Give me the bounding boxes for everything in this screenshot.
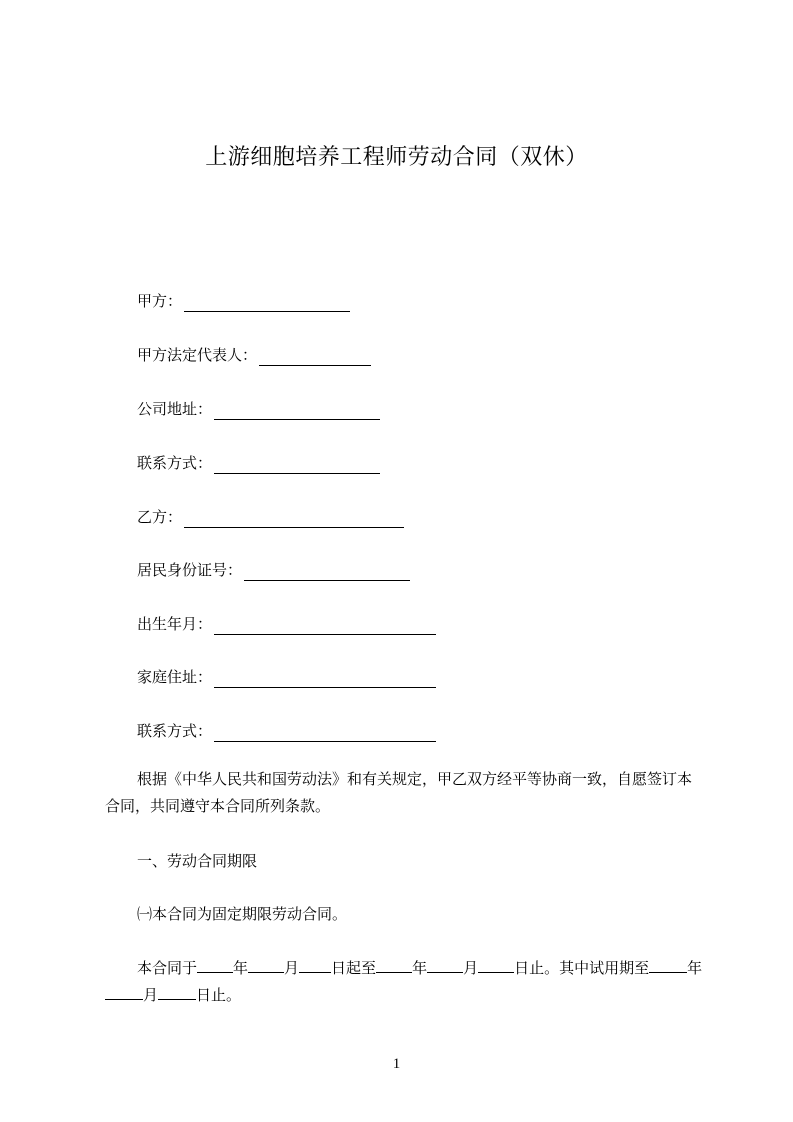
field-home-address <box>137 666 436 688</box>
fill-blank[interactable] <box>214 618 436 635</box>
field-contact-a <box>137 452 380 474</box>
fill-blank[interactable] <box>184 511 404 528</box>
field-label: 公司地址： <box>137 400 213 418</box>
section-item: ㈠本合同为固定期限劳动合同。 <box>137 905 348 923</box>
fill-blank[interactable] <box>158 984 196 1000</box>
year-label: 年 <box>412 959 428 977</box>
fill-blank[interactable] <box>214 403 380 420</box>
fill-blank[interactable] <box>259 349 371 366</box>
field-label: 甲方： <box>137 292 183 310</box>
field-party-a <box>137 290 350 312</box>
fill-blank[interactable] <box>478 957 514 973</box>
field-label: 乙方： <box>137 508 183 526</box>
day-from-label: 日起至 <box>331 959 377 977</box>
year-label: 年 <box>233 959 249 977</box>
month-label: 月 <box>143 986 159 1004</box>
year-label: 年 <box>687 959 703 977</box>
contract-term-paragraph <box>105 955 705 1009</box>
fill-blank[interactable] <box>376 957 412 973</box>
page-number: 1 <box>392 1056 401 1072</box>
field-contact-b <box>137 720 436 742</box>
field-birth-date <box>137 613 436 635</box>
term-text: 本合同于 <box>137 959 198 977</box>
field-id-number <box>137 559 410 581</box>
intro-paragraph <box>105 766 705 820</box>
field-label: 联系方式： <box>137 722 213 740</box>
fill-blank[interactable] <box>244 564 410 581</box>
field-legal-representative <box>137 344 371 366</box>
field-label: 出生年月： <box>137 615 213 633</box>
day-end-label: 日止。其中试用期至 <box>514 959 650 977</box>
fill-blank[interactable] <box>299 957 331 973</box>
fill-blank[interactable] <box>214 725 436 742</box>
fill-blank[interactable] <box>649 957 687 973</box>
fill-blank[interactable] <box>427 957 463 973</box>
fill-blank[interactable] <box>214 457 380 474</box>
page-title: 上游细胞培养工程师劳动合同（双休） <box>205 145 588 170</box>
section-heading: 一、劳动合同期限 <box>137 852 258 870</box>
fill-blank[interactable] <box>248 957 284 973</box>
intro-text: 根据《中华人民共和国劳动法》和有关规定，甲乙双方经平等协商一致，自愿签订本合同，共同遵守本合同所列条款。 <box>105 770 693 815</box>
field-label: 甲方法定代表人： <box>137 346 258 364</box>
fill-blank[interactable] <box>214 671 436 688</box>
month-label: 月 <box>284 959 300 977</box>
fill-blank[interactable] <box>184 295 350 312</box>
day-stop-label: 日止。 <box>196 986 242 1004</box>
field-label: 联系方式： <box>137 454 213 472</box>
field-label: 居民身份证号： <box>137 561 243 579</box>
fill-blank[interactable] <box>197 957 233 973</box>
fill-blank[interactable] <box>105 984 143 1000</box>
month-label: 月 <box>463 959 479 977</box>
field-company-address <box>137 398 380 420</box>
field-party-b <box>137 506 404 528</box>
field-label: 家庭住址： <box>137 668 213 686</box>
